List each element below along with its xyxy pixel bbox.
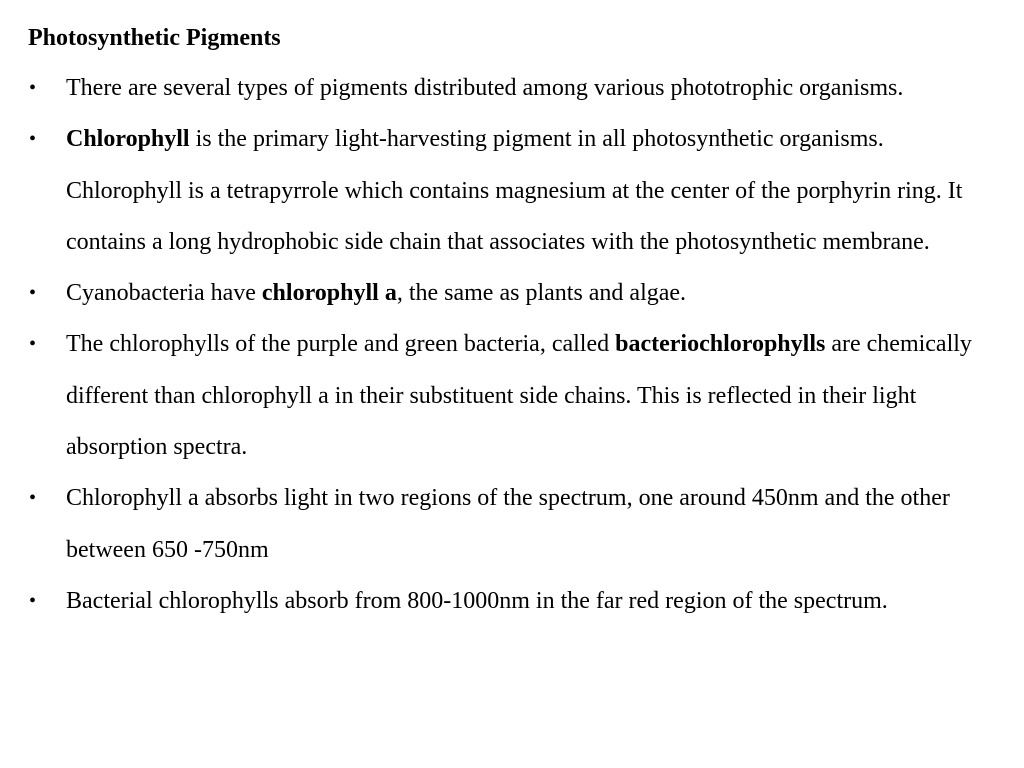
bold-term-chlorophyll: Chlorophyll [66,126,190,153]
bold-term-chlorophyll-a: chlorophyll a [261,280,397,307]
bullet-item-3 [0,268,1024,319]
slide-title: Photosynthetic Pigments [28,25,281,51]
bullet-dot-icon: • [29,128,37,151]
bullet-text: Chlorophyll a absorbs light in two regions of the spectrum, one around 450nm and the other between 650 -750nm [66,485,950,563]
bullet-text: There are several types of pigments distributed among various phototrophic organisms. [66,75,904,101]
bullet-dot-icon: • [29,282,37,305]
bullet-dot-icon: • [29,589,37,612]
bullet-text: are chemically different than chlorophyll a in their substituent side chains. This is reflected in their light absorption spectra. [66,331,972,461]
bold-term-bacteriochlorophylls: bacteriochlorophylls [615,331,826,358]
bullet-text: Bacterial chlorophylls absorb from 800-1000nm in the far red region of the spectrum. [66,587,888,614]
bullet-dot-icon: • [29,487,37,510]
bullet-item-5 [0,473,1024,576]
bullet-dot-icon: • [29,333,37,356]
bullet-text: Cyanobacteria have [66,280,262,307]
bullet-dot-icon: • [29,77,37,99]
bullet-text: The chlorophylls of the purple and green bacteria, called [66,331,616,358]
bullet-list [0,63,1024,627]
bullet-text: , the same as plants and algae. [396,280,687,307]
bullet-item-1 [0,63,1024,114]
bullet-item-2 [0,114,1024,268]
bullet-item-6 [0,576,1024,627]
bullet-item-4 [0,319,1024,473]
bullet-text: is the primary light-harvesting pigment in all photosynthetic organisms. Chlorophyll is a tetrapyrrole which contains magnesium at the center of the porphyrin ring. It contains a long hydrophobic side chain that associates with the photosynthetic membrane. [66,126,963,255]
